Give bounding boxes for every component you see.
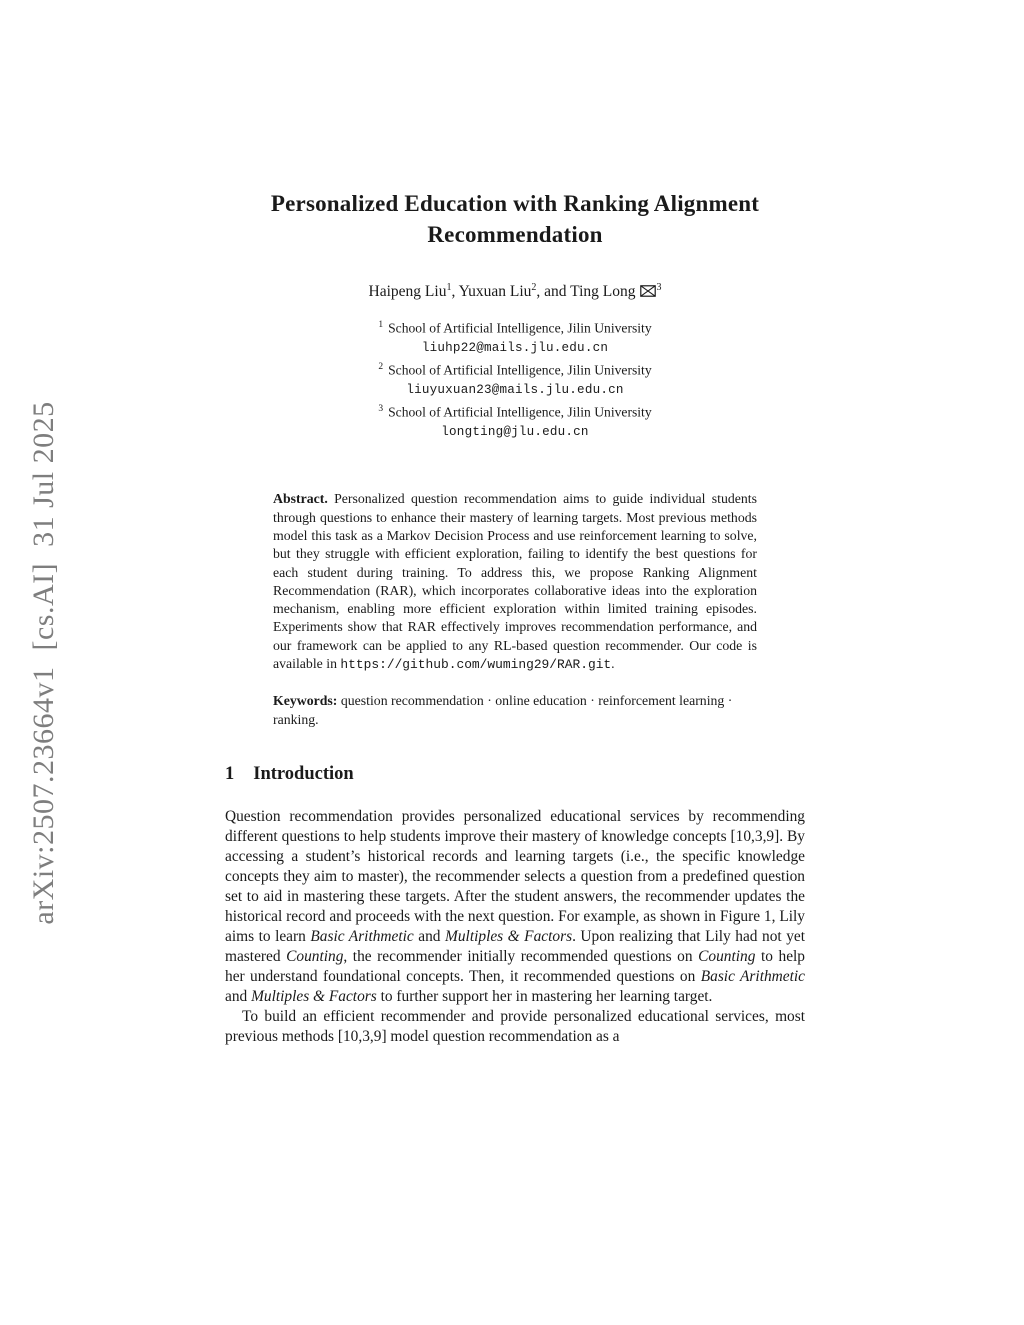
italic-term-multiples-factors: Multiples & Factors: [445, 927, 573, 945]
abstract-paragraph: [273, 490, 757, 674]
keywords-label: Keywords:: [273, 693, 338, 709]
author-separator: ,: [451, 283, 459, 301]
text-segment: Question recommendation provides personalized educational services by recommending different questions to help students improve their mastery of knowledge concepts [10,3,9]. By accessing a student’s historical records and learning targets (i.e., the specific knowledge concepts they aim to master), the recommender selects a question from a predefined question set to aid in mastering these targets. After the student answers, the recommender updates the historical record and proceeds with the next question. For example, as shown in Figure 1, Lily aims to learn: [225, 807, 805, 945]
text-segment: to help her understand foundational concepts. Then, it recommended questions on: [225, 947, 805, 985]
italic-term-basic-arithmetic: Basic Arithmetic: [310, 927, 414, 945]
code-repository-link[interactable]: https://github.com/wuming29/RAR.git: [340, 656, 612, 672]
abstract-text: Personalized question recommendation aims to guide individual students through questions to enhance their mastery of learning targets. Most previous methods model this task as a Markov Decision Process and use reinforcement learning to solve, but they struggle with efficient exploration, failing to identify the best questions for each student during training. To address this, we propose Ranking Alignment Recommendation (RAR), which incorporates collaborative ideas into the exploration mechanism, enabling more efficient exploration within limited training episodes. Experiments show that RAR effectively improves recommendation performance, and our framework can be applied to any RL-based question recommender. Our code is available in: [273, 491, 757, 671]
affiliation-email: [225, 380, 805, 400]
author-affil-ref: 1: [446, 282, 452, 293]
italic-term-basic-arithmetic: Basic Arithmetic: [700, 967, 805, 985]
affiliation-institution: School of Artificial Intelligence, Jilin University: [388, 404, 652, 420]
affiliation-email: [225, 338, 805, 358]
author-separator: , and: [536, 283, 571, 301]
author-affil-ref: 3: [656, 282, 662, 293]
text-segment: and: [413, 927, 446, 945]
author-affil-ref: 2: [531, 282, 537, 293]
arxiv-watermark: arXiv:2507.23664v1 [cs.AI] 31 Jul 2025: [27, 401, 60, 925]
text-segment: , the recommender initially recommended questions on: [343, 947, 699, 965]
text-segment: and: [225, 987, 252, 1005]
text-segment: to further support her in mastering her learning target.: [376, 987, 713, 1005]
section-title: Introduction: [253, 763, 354, 784]
affiliation-number: 2: [378, 361, 384, 372]
affiliation-number: 3: [378, 403, 384, 414]
email-envelope-icon: [640, 283, 656, 301]
affiliation-number: 1: [378, 320, 384, 331]
affiliation-line: [225, 358, 805, 380]
keywords-text: question recommendation · online education · reinforcement learning · ranking.: [273, 693, 733, 727]
affiliation-line: [225, 400, 805, 422]
authors-line: [225, 282, 805, 301]
affiliation-institution: School of Artificial Intelligence, Jilin University: [388, 362, 652, 378]
intro-paragraph-2: To build an efficient recommender and provide personalized educational services, most previous methods [10,3,9] model question recommendation as a: [225, 1007, 805, 1045]
italic-term-counting: Counting: [698, 947, 756, 965]
affiliations-block: [225, 316, 805, 441]
affiliation-email: [225, 422, 805, 442]
paper-content: [225, 188, 805, 1047]
email-address: longting@jlu.edu.cn: [441, 424, 589, 439]
author-name: Yuxuan Liu: [458, 283, 532, 301]
paper-title-line1: Personalized Education with Ranking Alignment: [270, 191, 760, 216]
keywords-paragraph: [273, 692, 757, 729]
abstract-label: Abstract.: [273, 491, 328, 507]
paper-title: [225, 188, 805, 250]
affiliation-line: [225, 316, 805, 338]
affiliation-institution: School of Artificial Intelligence, Jilin University: [388, 320, 652, 336]
italic-term-multiples-factors: Multiples & Factors: [251, 987, 377, 1005]
italic-term-counting: Counting: [286, 947, 344, 965]
abstract-period: .: [611, 655, 615, 671]
intro-paragraph-1: [225, 807, 805, 1007]
author-name: Haipeng Liu: [368, 283, 447, 301]
section-number: 1: [225, 763, 235, 784]
paper-title-line2: Recommendation: [427, 222, 603, 247]
email-address: liuhp22@mails.jlu.edu.cn: [421, 341, 609, 356]
email-address: liuyuxuan23@mails.jlu.edu.cn: [406, 383, 624, 397]
section-heading-introduction: [225, 764, 805, 785]
text-segment: . Upon realizing that Lily had not yet mastered: [225, 927, 805, 965]
author-name: Ting Long: [570, 283, 636, 301]
